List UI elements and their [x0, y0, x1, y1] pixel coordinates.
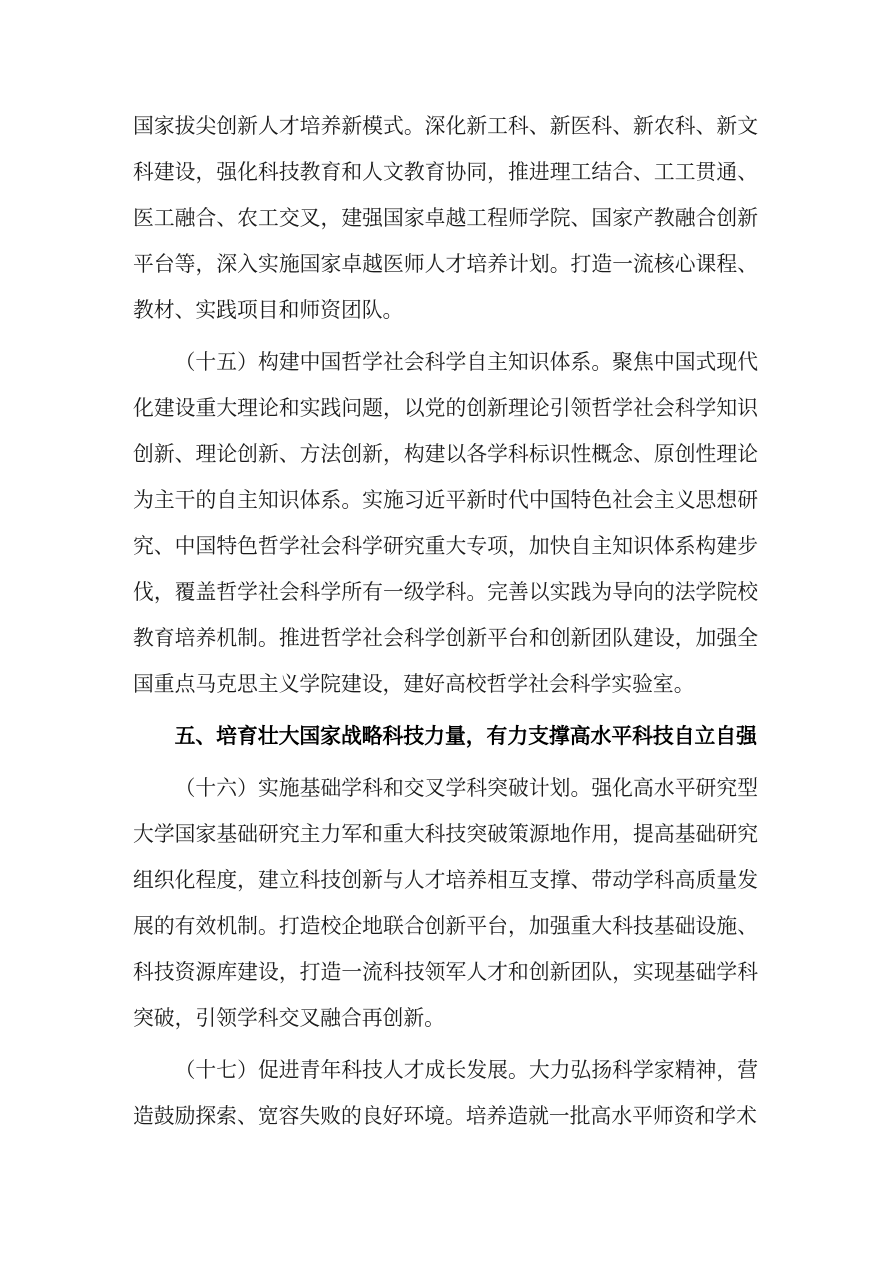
paragraph-item-15: （十五）构建中国哲学社会科学自主知识体系。聚焦中国式现代化建设重大理论和实践问题，以党的创新理论引领哲学社会科学知识创新、理论创新、方法创新，构建以各学科标识性概念、原创性理论为主干的自主知识体系。实施习近平新时代中国特色社会主义思想研究、中国特色哲学社会科学研究重大专项，加快自主知识体系构建步伐，覆盖哲学社会科学所有一级学科。完善以实践为导向的法学院校教育培养机制。推进哲学社会科学创新平台和创新团队建设，加强全国重点马克思主义学院建设，建好高校哲学社会科学实验室。 [133, 351, 758, 696]
document-text-block [133, 104, 758, 1146]
paragraph-continuation: 国家拔尖创新人才培养新模式。深化新工科、新医科、新农科、新文科建设，强化科技教育和人文教育协同，推进理工结合、工工贯通、医工融合、农工交叉，建强国家卓越工程师学院、国家产教融合创新平台等，深入实施国家卓越医师人才培养计划。打造一流核心课程、教材、实践项目和师资团队。 [133, 115, 758, 322]
paragraph-item-17: （十七）促进青年科技人才成长发展。大力弘扬科学家精神，营造鼓励探索、宽容失败的良好环境。培养造就一批高水平师资和学术 [133, 1059, 758, 1128]
paragraph-item-16: （十六）实施基础学科和交叉学科突破计划。强化高水平研究型大学国家基础研究主力军和重大科技突破策源地作用，提高基础研究组织化程度，建立科技创新与人才培养相互支撑、带动学科高质量发展的有效机制。打造校企地联合创新平台，加强重大科技基础设施、科技资源库建设，打造一流科技领军人才和创新团队，实现基础学科突破，引领学科交叉融合再创新。 [133, 777, 758, 1030]
section-heading-five: 五、培育壮大国家战略科技力量，有力支撑高水平科技自立自强 [174, 725, 757, 748]
